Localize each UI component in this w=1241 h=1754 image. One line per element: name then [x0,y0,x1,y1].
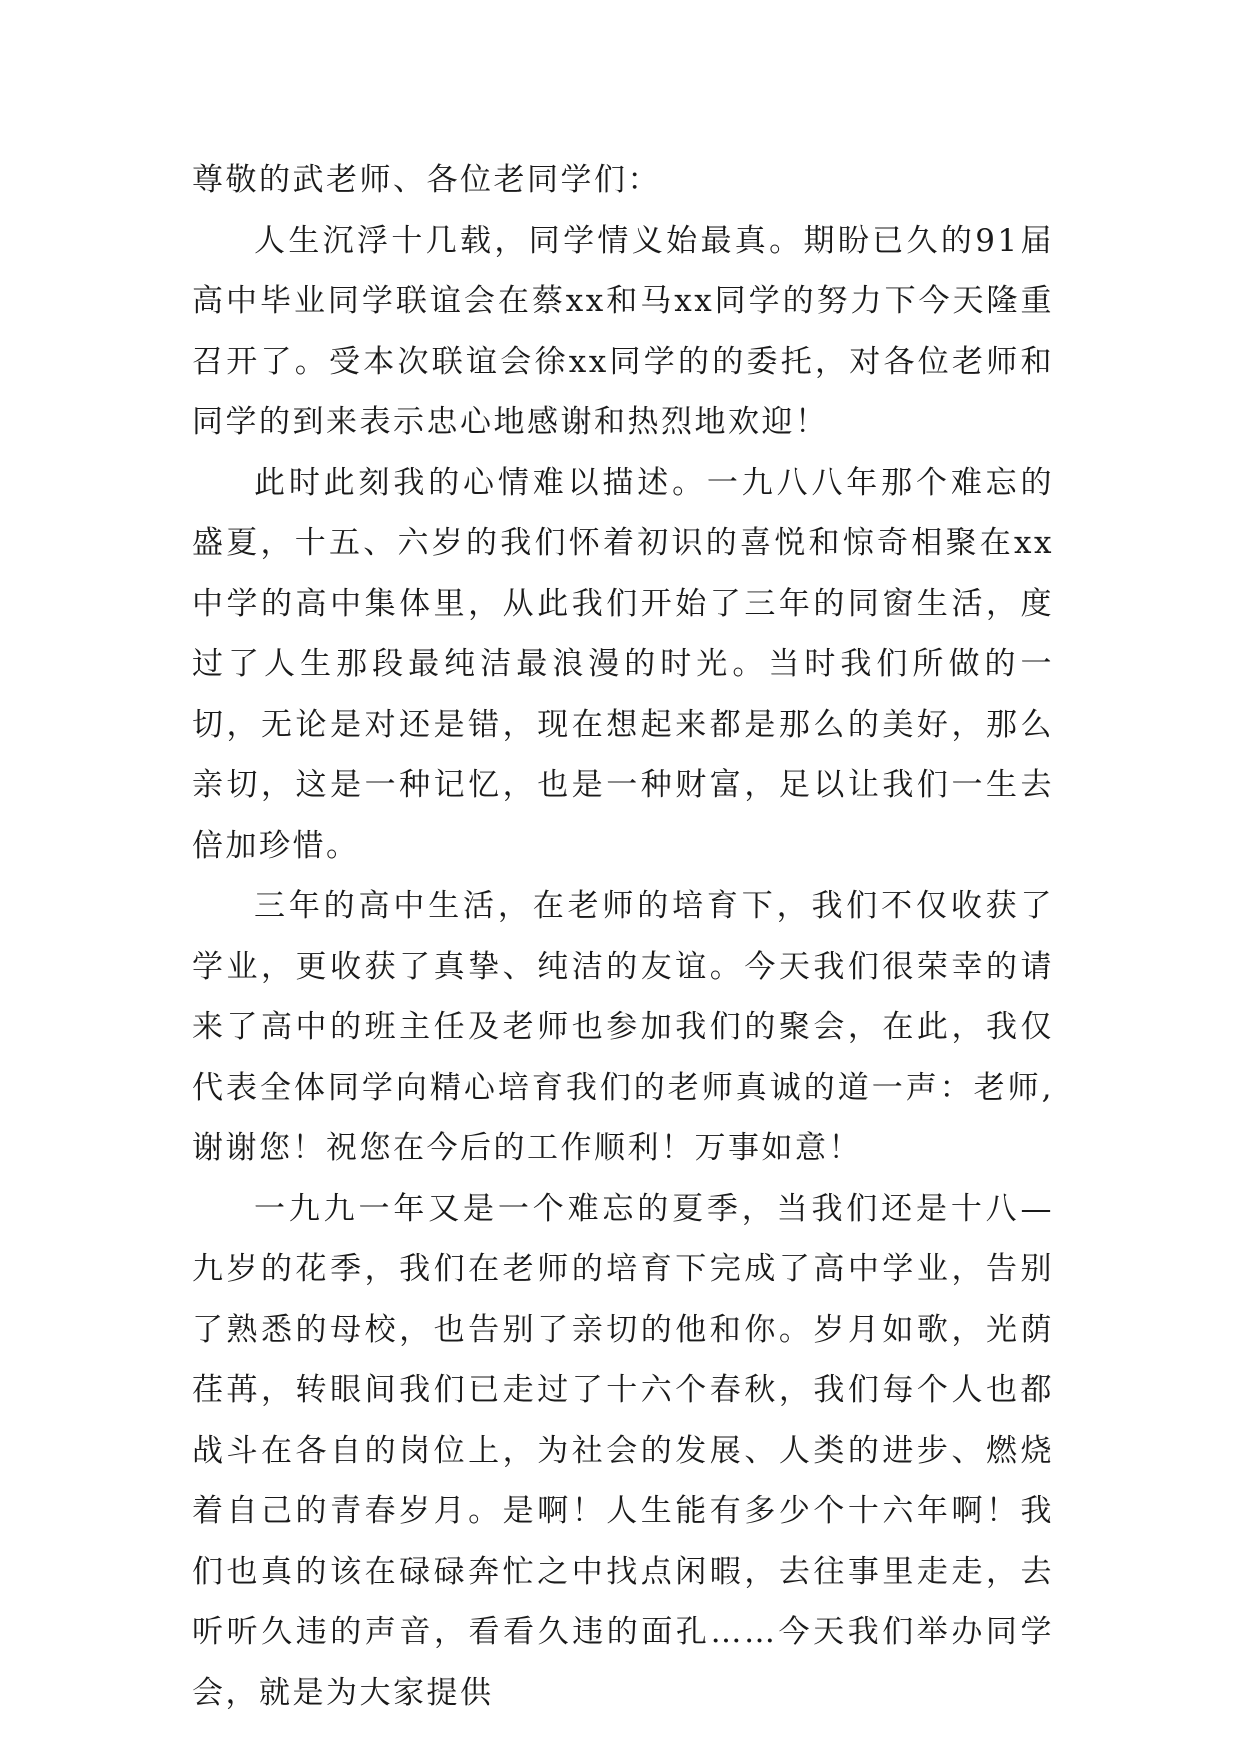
paragraph-3: 三年的高中生活，在老师的培育下，我们不仅收获了学业，更收获了真挚、纯洁的友谊。今天我们很荣幸的请来了高中的班主任及老师也参加我们的聚会，在此，我仅代表全体同学向精心培育我们的老师真诚的道一声：老师,谢谢您！祝您在今后的工作顺利！万事如意！ [192,888,1054,1166]
salutation: 尊敬的武老师、各位老同学们： [192,162,661,198]
paragraph-4: 一九九一年又是一个难忘的夏季，当我们还是十八—九岁的花季，我们在老师的培育下完成了高中学业，告别了熟悉的母校，也告别了亲切的他和你。岁月如歌，光荫荏苒，转眼间我们已走过了十六个春秋，我们每个人也都战斗在各自的岗位上，为社会的发展、人类的进步、燃烧着自己的青春岁月。是啊！人生能有多少个十六年啊！我们也真的该在碌碌奔忙之中找点闲暇，去往事里走走，去听听久违的声音，看看久违的面孔……今天我们举办同学会，就是为大家提供 [192,1190,1054,1711]
document-page [192,150,1054,1723]
paragraph-2: 此时此刻我的心情难以描述。一九八八年那个难忘的盛夏，十五、六岁的我们怀着初识的喜悦和惊奇相聚在xx中学的高中集体里，从此我们开始了三年的同窗生活，度过了人生那段最纯洁最浪漫的时光。当时我们所做的一切，无论是对还是错，现在想起来都是那么的美好，那么亲切，这是一种记忆，也是一种财富，足以让我们一生去倍加珍惜。 [192,464,1054,864]
paragraph-1: 人生沉浮十几载，同学情义始最真。期盼已久的91届高中毕业同学联谊会在蔡xx和马xx同学的努力下今天隆重召开了。受本次联谊会徐xx同学的的委托，对各位老师和同学的到来表示忠心地感谢和热烈地欢迎！ [192,222,1054,440]
